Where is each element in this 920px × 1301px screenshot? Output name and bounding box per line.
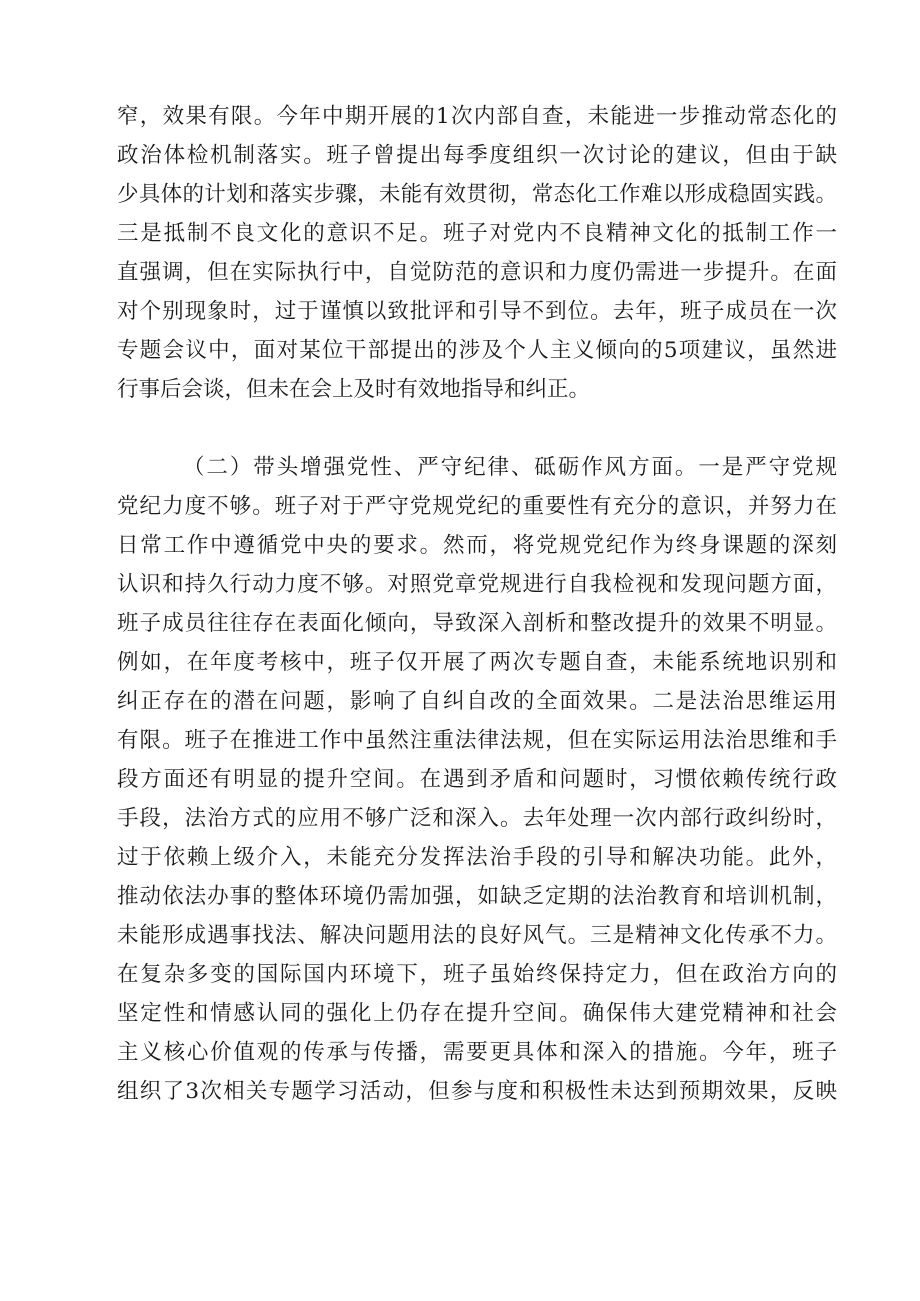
text-line-24: 主义核心价值观的传承与传播，需要更具体和深入的措施。今年，班子 <box>117 1040 837 1065</box>
text-line-3: 少具体的计划和落实步骤，未能有效贯彻，常态化工作难以形成稳固实践。 <box>117 182 837 207</box>
text-line-6: 对个别现象时，过于谨慎以致批评和引导不到位。去年，班子成员在一次 <box>117 299 837 324</box>
text-line-5: 直强调，但在实际执行中，自觉防范的意识和力度仍需进一步提升。在面 <box>117 260 837 285</box>
text-line-14: 例如，在年度考核中，班子仅开展了两次专题自查，未能系统地识别和 <box>117 650 837 675</box>
text-line-21: 未能形成遇事找法、解决问题用法的良好风气。三是精神文化传承不力。 <box>117 923 837 948</box>
text-line-4: 三是抵制不良文化的意识不足。班子对党内不良精神文化的抵制工作一 <box>117 221 837 246</box>
text-line-17: 段方面还有明显的提升空间。在遇到矛盾和问题时，习惯依赖传统行政 <box>117 767 837 792</box>
text-line-15: 纠正存在的潜在问题，影响了自纠自改的全面效果。二是法治思维运用 <box>117 689 837 714</box>
text-line-23: 坚定性和情感认同的强化上仍存在提升空间。确保伟大建党精神和社会 <box>117 1001 837 1026</box>
text-line-8: 行事后会谈，但未在会上及时有效地指导和纠正。 <box>117 377 591 402</box>
text-line-18: 手段，法治方式的应用不够广泛和深入。去年处理一次内部行政纠纷时， <box>117 806 837 831</box>
text-line-7: 专题会议中，面对某位干部提出的涉及个人主义倾向的5项建议，虽然进 <box>117 338 837 363</box>
text-line-25: 组织了3次相关专题学习活动，但参与度和积极性未达到预期效果，反映 <box>117 1079 837 1104</box>
text-line-12: 认识和持久行动力度不够。对照党章党规进行自我检视和发现问题方面， <box>117 572 837 597</box>
text-line-13: 班子成员往往存在表面化倾向，导致深入剖析和整改提升的效果不明显。 <box>117 611 837 636</box>
section-heading-line: （二）带头增强党性、严守纪律、砥砺作风方面。一是严守党规 <box>183 455 837 480</box>
text-line-11: 日常工作中遵循党中央的要求。然而，将党规党纪作为终身课题的深刻 <box>117 533 837 558</box>
text-line-16: 有限。班子在推进工作中虽然注重法律法规，但在实际运用法治思维和手 <box>117 728 837 753</box>
text-line-19: 过于依赖上级介入，未能充分发挥法治手段的引导和解决功能。此外， <box>117 845 837 870</box>
text-line-22: 在复杂多变的国际国内环境下，班子虽始终保持定力，但在政治方向的 <box>117 962 837 987</box>
text-line-10: 党纪力度不够。班子对于严守党规党纪的重要性有充分的意识，并努力在 <box>117 494 837 519</box>
text-line-1: 窄，效果有限。今年中期开展的1次内部自查，未能进一步推动常态化的 <box>117 104 837 129</box>
text-line-20: 推动依法办事的整体环境仍需加强，如缺乏定期的法治教育和培训机制， <box>117 884 837 909</box>
text-line-2: 政治体检机制落实。班子曾提出每季度组织一次讨论的建议，但由于缺 <box>117 143 837 168</box>
